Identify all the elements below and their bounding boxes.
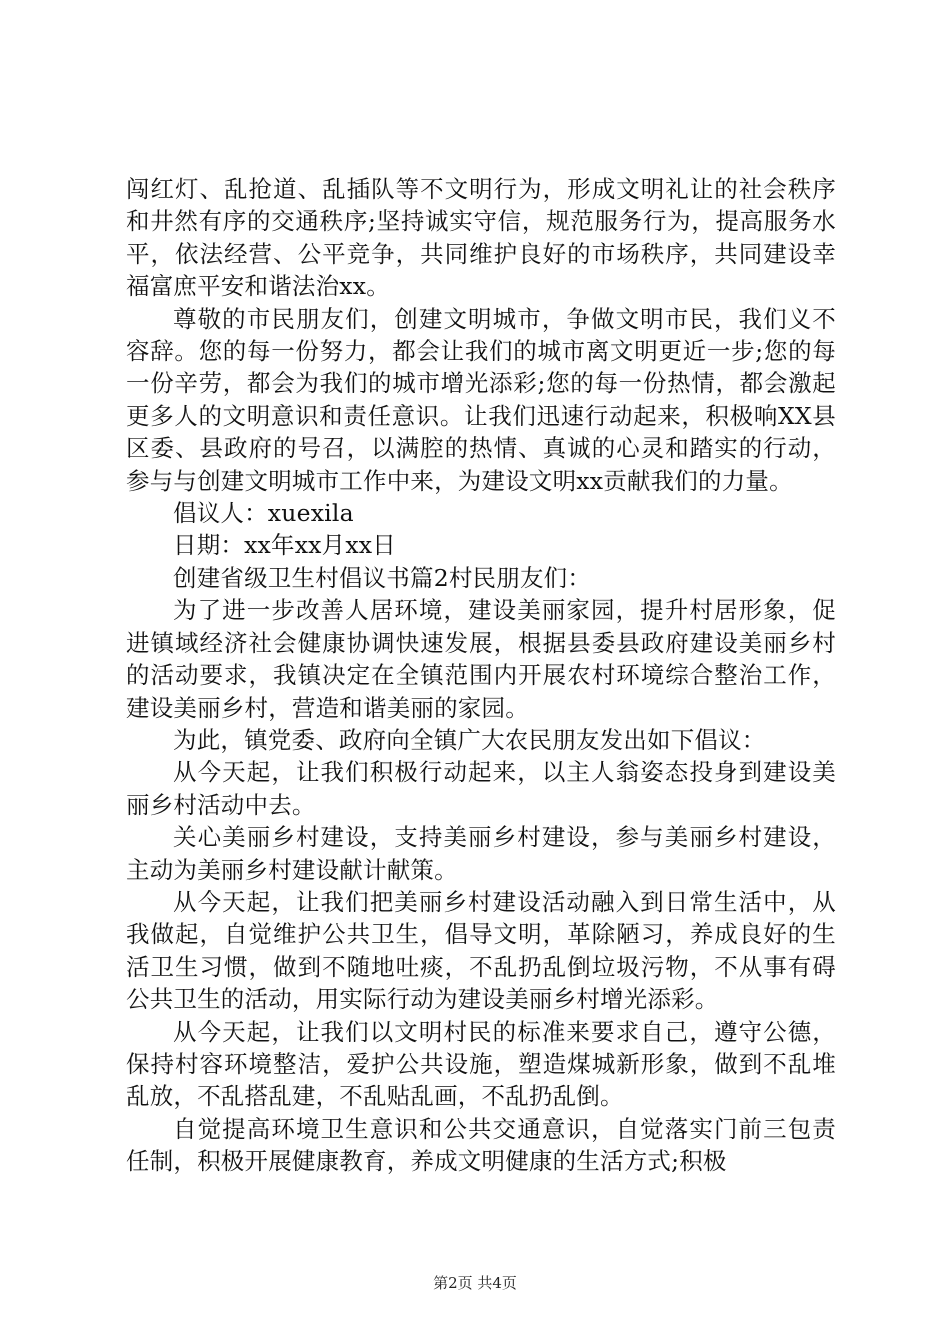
signature-line: 倡议人：xuexila — [173, 499, 354, 528]
page-footer: 第2页 共4页 — [433, 1274, 517, 1292]
section-heading: 创建省级卫生村倡议书篇2村民朋友们： — [173, 563, 592, 592]
paragraph-8: 从今天起，让我们积极行动起来，以主人翁姿态投身到建设美丽乡村活动中去。 — [126, 758, 836, 819]
paragraph-1: 闯红灯、乱抢道、乱插队等不文明行为，形成文明礼让的社会秩序和井然有序的交通秩序;坚持诚实守信，规范服务行为，提高服务水平，依法经营、公平竞争，共同维护良好的市场秩序，共同建设幸福富庶平安和谐法治xx。 — [126, 175, 836, 301]
paragraph-7: 为此，镇党委、政府向全镇广大农民朋友发出如下倡议： — [173, 725, 766, 754]
paragraph-2: 尊敬的市民朋友们，创建文明城市，争做文明市民，我们义不容辞。您的每一份努力，都会让我们的城市离文明更近一步;您的每一份辛劳，都会为我们的城市增光添彩;您的每一份热情，都会激起更多人的文明意识和责任意识。让我们迅速行动起来，积极响XX县区委、县政府的号召，以满腔的热情、真诚的心灵和踏实的行动，参与与创建文明城市工作中来，为建设文明xx贡献我们的力量。 — [126, 304, 836, 495]
paragraph-6: 为了进一步改善人居环境，建设美丽家园，提升村居形象，促进镇域经济社会健康协调快速发展，根据县委县政府建设美丽乡村的活动要求，我镇决定在全镇范围内开展农村环境综合整治工作，建设美丽乡村，营造和谐美丽的家园。 — [126, 596, 836, 722]
paragraph-10: 从今天起，让我们把美丽乡村建设活动融入到日常生活中，从我做起，自觉维护公共卫生，倡导文明，革除陋习，养成良好的生活卫生习惯，做到不随地吐痰，不乱扔乱倒垃圾污物，不从事有碍公共卫生的活动，用实际行动为建设美丽乡村增光添彩。 — [126, 887, 836, 1014]
date-line: 日期：xx年xx月xx日 — [173, 531, 396, 560]
document-body — [126, 173, 836, 1178]
paragraph-9: 关心美丽乡村建设，支持美丽乡村建设，参与美丽乡村建设，主动为美丽乡村建设献计献策。 — [126, 823, 836, 884]
paragraph-12: 自觉提高环境卫生意识和公共交通意识，自觉落实门前三包责任制，积极开展健康教育，养成文明健康的生活方式;积极 — [126, 1114, 836, 1176]
paragraph-11: 从今天起，让我们以文明村民的标准来要求自己，遵守公德，保持村容环境整洁，爱护公共设施，塑造煤城新形象，做到不乱堆乱放，不乱搭乱建，不乱贴乱画，不乱扔乱倒。 — [126, 1017, 836, 1111]
